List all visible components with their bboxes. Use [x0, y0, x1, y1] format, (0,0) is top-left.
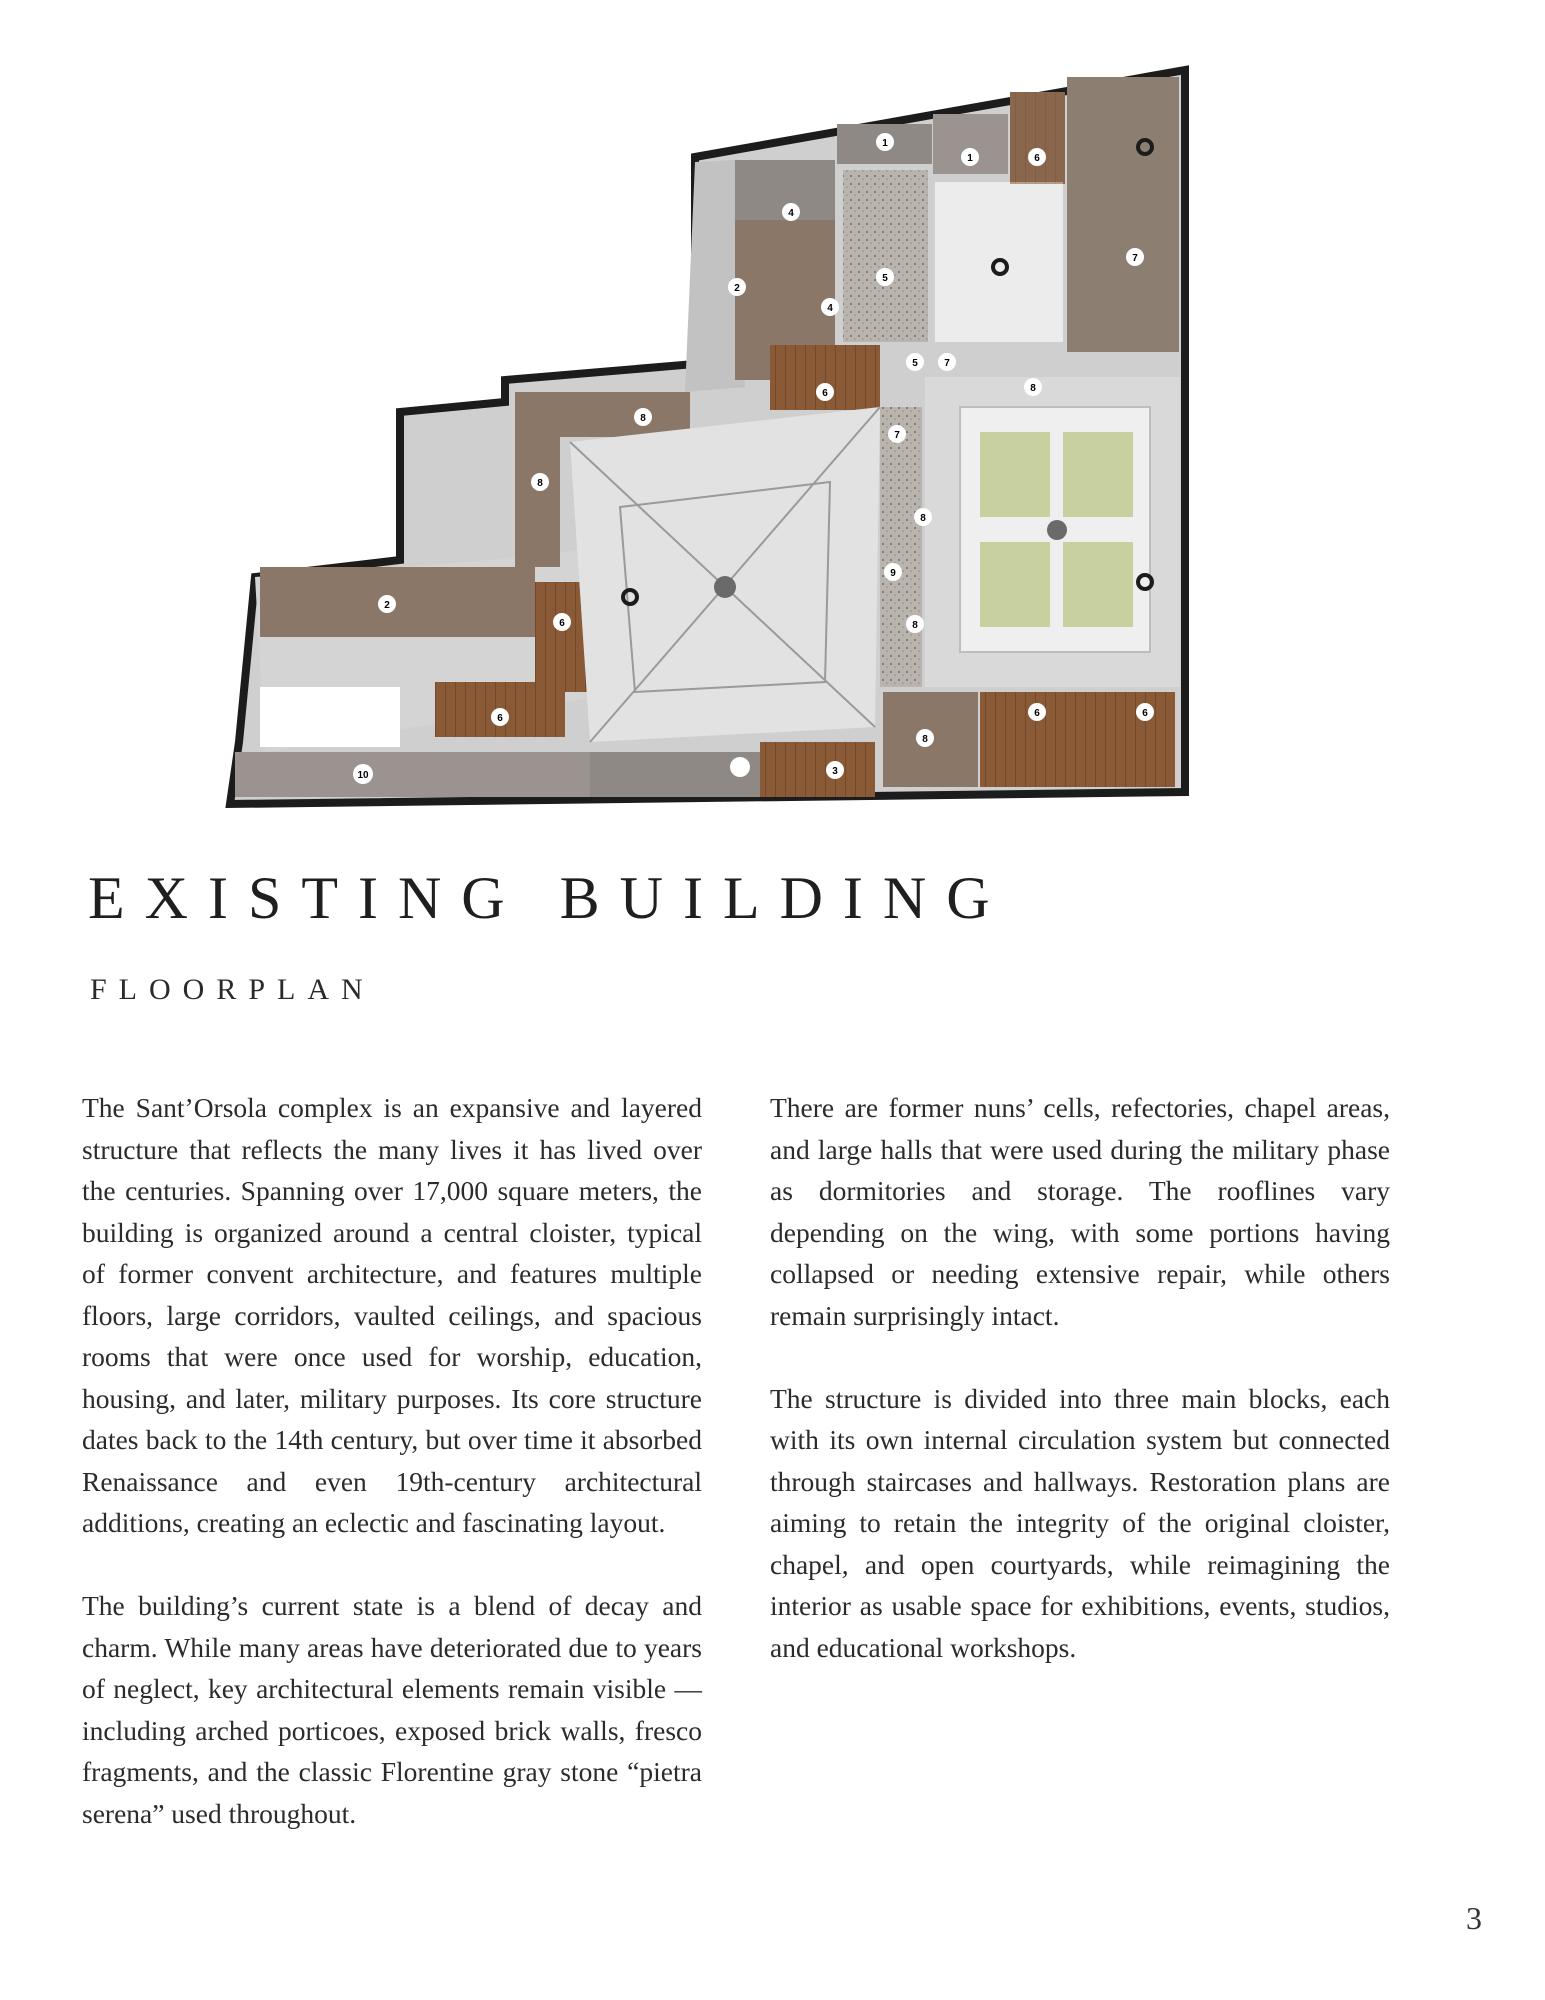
svg-text:8: 8	[920, 513, 926, 524]
svg-text:5: 5	[882, 273, 888, 284]
entry-marker	[730, 757, 750, 777]
room-label	[888, 425, 906, 443]
svg-text:6: 6	[822, 388, 828, 399]
room-label	[938, 353, 956, 371]
room-label	[531, 473, 549, 491]
svg-text:4: 4	[788, 208, 794, 219]
room	[515, 392, 690, 437]
room-label	[916, 729, 934, 747]
page-title: EXISTING BUILDING	[88, 865, 1010, 931]
room-label	[728, 278, 746, 296]
garden-bed	[1063, 432, 1133, 517]
room	[235, 752, 605, 797]
svg-text:6: 6	[497, 713, 503, 724]
terrazzo-corridor	[880, 407, 922, 687]
room-label	[1024, 378, 1042, 396]
paragraph: The structure is divided into three main blocks, each with its own internal circulation system but connected through staircases and hallways. Restoration plans are aiming to retain the integrity of the original cloister, chapel, and open courtyards, while reimagining the interior as usable space for exhibitions, events, studios, and educational workshops.	[770, 1382, 1390, 1663]
main-hall	[570, 407, 880, 742]
room-label	[906, 615, 924, 633]
svg-text:4: 4	[827, 303, 833, 314]
svg-text:10: 10	[357, 770, 369, 781]
svg-text:2: 2	[734, 283, 740, 294]
room-label	[782, 203, 800, 221]
svg-text:2: 2	[384, 600, 390, 611]
garden-bed	[980, 542, 1050, 627]
svg-text:3: 3	[832, 766, 838, 777]
text-column-left	[82, 1087, 702, 1876]
svg-text:1: 1	[967, 153, 973, 164]
room-label	[816, 383, 834, 401]
room-label	[1136, 703, 1154, 721]
room-label	[884, 563, 902, 581]
paragraph: The building’s current state is a blend of decay and charm. While many areas have deteriorated due to years of neglect, key architectural elements remain visible — including arched porticoes, exposed brick walls, fresco fragments, and the classic Florentine gray stone “pietra serena” used throughout.	[82, 1590, 702, 1829]
svg-text:6: 6	[1142, 708, 1148, 719]
paragraph: The Sant’Orsola complex is an expansive and layered structure that reflects the many lives it has lived over the centuries. Spanning over 17,000 square meters, the building is organized around a central cloister, typical of former convent architecture, and features multiple floors, large corridors, vaulted ceilings, and spacious rooms that were once used for worship, education, housing, and later, military purposes. Its core structure dates back to the 14th century, but over time it absorbed Renaissance and even 19th-century architectural additions, creating an eclectic and fascinating layout.	[82, 1092, 702, 1538]
page-number: 3	[1466, 1900, 1482, 1936]
garden-bed	[1063, 542, 1133, 627]
svg-text:8: 8	[1030, 383, 1036, 394]
room-label	[1028, 148, 1046, 166]
svg-text:7: 7	[1132, 253, 1138, 264]
entry-passage	[260, 687, 400, 747]
room-label	[876, 133, 894, 151]
room-label	[1028, 703, 1046, 721]
text-column-right	[770, 1087, 1390, 1710]
room-label	[553, 613, 571, 631]
room-label	[634, 408, 652, 426]
room-label	[906, 353, 924, 371]
room-label	[826, 761, 844, 779]
hall-center-marker	[714, 576, 736, 598]
svg-text:9: 9	[890, 568, 896, 579]
svg-text:8: 8	[537, 478, 543, 489]
room-label	[353, 764, 373, 784]
svg-text:6: 6	[559, 618, 565, 629]
room	[515, 437, 560, 567]
room-label	[961, 148, 979, 166]
svg-text:1: 1	[882, 138, 888, 149]
room	[1067, 77, 1179, 352]
svg-text:6: 6	[1034, 708, 1040, 719]
wood-room	[760, 742, 875, 797]
svg-text:8: 8	[912, 620, 918, 631]
svg-text:6: 6	[1034, 153, 1040, 164]
room	[260, 567, 535, 637]
svg-text:8: 8	[922, 734, 928, 745]
svg-text:7: 7	[944, 358, 950, 369]
page-subtitle: FLOORPLAN	[90, 973, 375, 1006]
garden-bed	[980, 432, 1050, 517]
room-label	[491, 708, 509, 726]
svg-text:5: 5	[912, 358, 918, 369]
room-label	[1126, 248, 1144, 266]
terrazzo-hall	[843, 170, 928, 342]
room-label	[914, 508, 932, 526]
room-label	[378, 595, 396, 613]
svg-text:8: 8	[640, 413, 646, 424]
svg-text:7: 7	[894, 430, 900, 441]
cloister-well	[1047, 520, 1067, 540]
paragraph: There are former nuns’ cells, refectories, chapel areas, and large halls that were used during the military phase as dormitories and storage. The rooflines vary depending on the wing, with some portions having collapsed or needing extensive repair, while others remain surprisingly intact.	[770, 1092, 1390, 1331]
wood-room	[1010, 92, 1065, 184]
floorplan-image	[225, 62, 1225, 822]
room-label	[821, 298, 839, 316]
room-label	[876, 268, 894, 286]
